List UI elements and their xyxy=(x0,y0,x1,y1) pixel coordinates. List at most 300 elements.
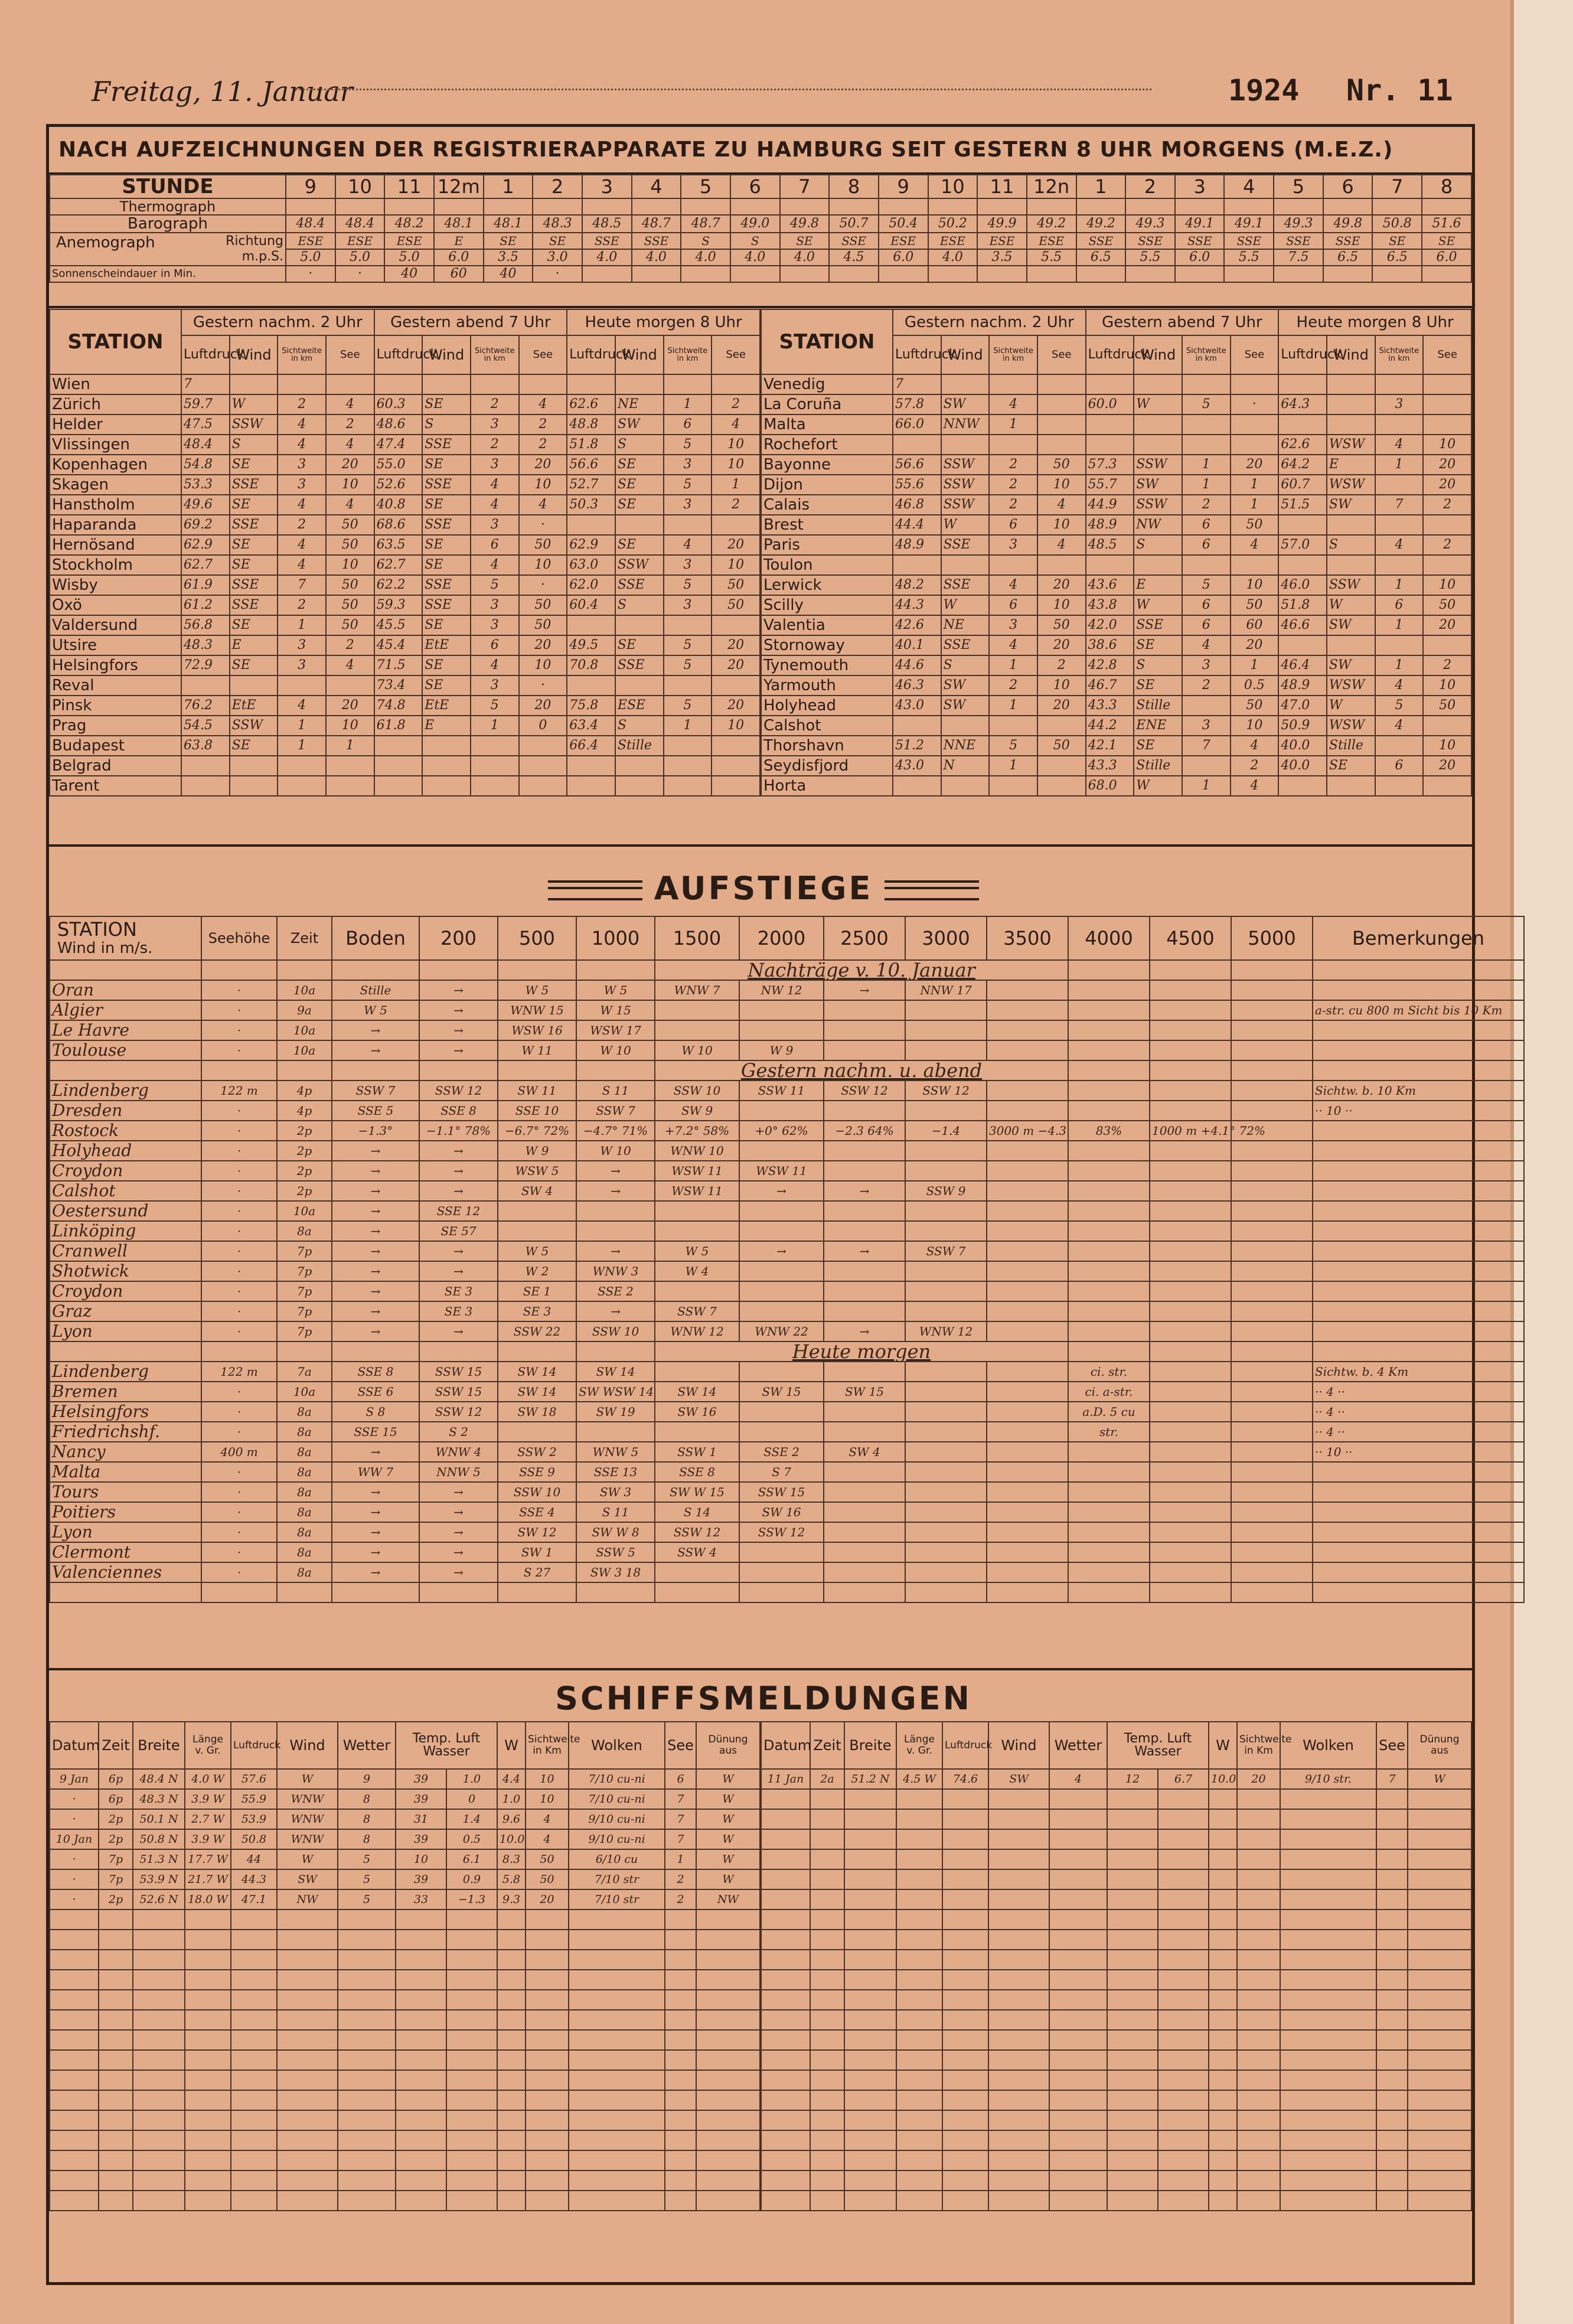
schiff-value xyxy=(1237,1950,1280,1970)
schiff-value xyxy=(50,2170,99,2191)
wind-header: Wind xyxy=(615,335,664,374)
mps-value: 5.0 xyxy=(384,249,434,266)
aufstieg-row xyxy=(50,1221,1524,1241)
hour-cell: 1 xyxy=(1076,175,1126,198)
schiff-value xyxy=(1049,1910,1107,1930)
aufstieg-value: W 11 xyxy=(498,1040,576,1060)
stations-left-table xyxy=(49,309,761,797)
see-value: 50 xyxy=(519,595,567,615)
table-cell xyxy=(730,198,780,215)
aufstieg-value xyxy=(987,1040,1068,1060)
schiff-row xyxy=(761,2010,1471,2030)
aufstieg-station: Croydon xyxy=(50,1281,201,1301)
schiff-value xyxy=(1107,2130,1158,2150)
table-cell xyxy=(1150,1341,1231,1362)
aufstieg-value: → xyxy=(419,1000,498,1020)
schiff-value: WNW xyxy=(277,1809,338,1829)
schiff-col-header: Zeit xyxy=(810,1722,844,1769)
sichtweite-value xyxy=(989,716,1037,736)
aufstieg-value xyxy=(655,1281,739,1301)
schiff-value xyxy=(277,2110,338,2130)
schiff-value xyxy=(810,1950,844,1970)
table-cell xyxy=(332,1341,419,1362)
schiff-col-header: Zeit xyxy=(99,1722,133,1769)
aufstieg-value xyxy=(987,1000,1068,1020)
see-value xyxy=(1037,414,1086,435)
aufstieg-value: SSE 9 xyxy=(498,1462,576,1482)
station-name: Tynemouth xyxy=(761,655,893,675)
schiff-value xyxy=(1408,2130,1471,2150)
table-cell xyxy=(1068,1341,1150,1362)
aufstieg-value xyxy=(1068,1562,1150,1582)
schiff-value xyxy=(761,1950,810,1970)
aufstieg-value: SSW 7 xyxy=(332,1081,419,1101)
luftdruck-value xyxy=(893,716,941,736)
bemerkung-value xyxy=(1313,1141,1524,1161)
header-year: 1924 xyxy=(1228,73,1300,107)
aufstieg-value: SW 16 xyxy=(655,1402,739,1422)
aufstieg-value: SSE 12 xyxy=(419,1201,498,1221)
see-value xyxy=(712,374,760,394)
schiff-value xyxy=(1237,2191,1280,2211)
schiff-value xyxy=(497,2110,526,2130)
wind-value: NW xyxy=(1134,515,1182,535)
sichtweite-value xyxy=(1182,756,1231,776)
bemerkung-value xyxy=(1313,1221,1524,1241)
schiff-col-header: See xyxy=(665,1722,696,1769)
aufstieg-value xyxy=(1231,1522,1313,1542)
schiff-col-header: Sichtweite in Km xyxy=(526,1722,569,1769)
see-value: 50 xyxy=(326,595,374,615)
aufstieg-value: SSE 8 xyxy=(655,1462,739,1482)
bemerkung-value xyxy=(1313,1321,1524,1341)
station-row xyxy=(761,655,1471,675)
luftdruck-value: 60.4 xyxy=(567,595,615,615)
sichtweite-value xyxy=(1182,374,1231,394)
aufstieg-value: · xyxy=(201,1321,277,1341)
wind-value: SW xyxy=(1327,655,1375,675)
sonnen-value xyxy=(1076,266,1126,282)
richtung-value: SSE xyxy=(1323,233,1373,249)
barograph-value: 49.1 xyxy=(1175,215,1225,233)
richtung-value: S xyxy=(681,233,730,249)
schiff-value: 5 xyxy=(338,1889,396,1910)
schiff-value xyxy=(761,1869,810,1889)
aufstieg-value: S 8 xyxy=(332,1402,419,1422)
see-value: 10 xyxy=(519,555,567,575)
see-value: 4 xyxy=(519,394,567,414)
table-cell xyxy=(1027,198,1076,215)
schiff-value xyxy=(338,2170,396,2191)
schiff-value xyxy=(696,1930,760,1950)
aufstieg-value xyxy=(1068,1502,1150,1522)
hour-cell: 4 xyxy=(1224,175,1274,198)
wind-value xyxy=(615,756,664,776)
luftdruck-value: 60.0 xyxy=(1086,394,1134,414)
schiff-value xyxy=(988,1889,1049,1910)
schiff-value: 47.1 xyxy=(231,1889,277,1910)
schiff-value xyxy=(988,1990,1049,2010)
schiff-value: WNW xyxy=(277,1789,338,1809)
station-name: Wisby xyxy=(50,575,181,595)
station-row xyxy=(50,495,760,515)
see-value: 10 xyxy=(326,716,374,736)
see-header: See xyxy=(1423,335,1471,374)
see-value: 20 xyxy=(1423,615,1471,635)
mps-value: 3.5 xyxy=(484,249,533,266)
schiff-value xyxy=(446,2070,497,2090)
see-value xyxy=(326,756,374,776)
see-value xyxy=(326,675,374,696)
schiff-value xyxy=(1209,2191,1237,2211)
schiff-value xyxy=(942,1950,988,1970)
richtung-value: SSE xyxy=(582,233,632,249)
barograph-value: 48.7 xyxy=(632,215,681,233)
see-value: 1 xyxy=(326,736,374,756)
aufstieg-value: → xyxy=(576,1241,655,1261)
schiff-value xyxy=(1107,1970,1158,1990)
aufstieg-value xyxy=(987,1081,1068,1101)
richtung-value: SSE xyxy=(1274,233,1323,249)
aufstieg-value xyxy=(1150,1402,1231,1422)
aufstieg-value: → xyxy=(419,1161,498,1181)
aufstieg-value: → xyxy=(332,1161,419,1181)
aufstieg-row xyxy=(50,1040,1524,1060)
aufstieg-value: SSW 12 xyxy=(824,1081,905,1101)
aufstieg-value: +7.2° 58% xyxy=(655,1121,739,1141)
schiff-value xyxy=(1376,1950,1408,1970)
bemerkung-value xyxy=(1313,1502,1524,1522)
see-value xyxy=(326,374,374,394)
aufstieg-value: · xyxy=(201,1020,277,1040)
schiff-value xyxy=(844,1829,896,1849)
schiff-value xyxy=(497,1950,526,1970)
sichtweite-value: 3 xyxy=(471,414,519,435)
schiff-value xyxy=(185,2191,231,2211)
schiff-value xyxy=(396,1930,446,1950)
schiff-value xyxy=(1376,2090,1408,2110)
aufstieg-value xyxy=(987,1502,1068,1522)
schiff-value xyxy=(1209,1930,1237,1950)
schiff-value xyxy=(99,2090,133,2110)
schiff-value xyxy=(133,2110,185,2130)
stations-right-table xyxy=(761,309,1472,797)
schiff-value xyxy=(526,2090,569,2110)
station-name: Vlissingen xyxy=(50,435,181,455)
schiff-value xyxy=(446,1930,497,1950)
station-name: Skagen xyxy=(50,475,181,495)
luftdruck-value xyxy=(1086,555,1134,575)
luftdruck-value: 60.7 xyxy=(1278,475,1327,495)
schiff-row xyxy=(50,1930,760,1950)
station-row xyxy=(50,675,760,696)
schiff-value xyxy=(988,2070,1049,2090)
schiff-value xyxy=(942,1809,988,1829)
station-row xyxy=(50,595,760,615)
schiff-value xyxy=(1237,2010,1280,2030)
wind-value xyxy=(230,675,278,696)
schiff-value: 48.4 N xyxy=(133,1769,185,1789)
sichtweite-value xyxy=(664,675,712,696)
schiff-value: 21.7 W xyxy=(185,1869,231,1889)
mps-value: 6.5 xyxy=(1323,249,1373,266)
schiff-value xyxy=(696,2070,760,2090)
wind-value: SE xyxy=(1134,675,1182,696)
richtung-value: ESE xyxy=(879,233,928,249)
aufstieg-value xyxy=(987,1261,1068,1281)
aufstieg-value: 8a xyxy=(277,1422,332,1442)
see-value xyxy=(519,374,567,394)
aufstieg-value xyxy=(824,1000,905,1020)
aufstiege-table xyxy=(49,916,1525,1603)
table-cell xyxy=(632,198,681,215)
schiff-row xyxy=(50,2090,760,2110)
schiff-value xyxy=(50,1930,99,1950)
luftdruck-value: 56.6 xyxy=(893,455,941,475)
aufstieg-value: → xyxy=(576,1161,655,1181)
schiff-value xyxy=(665,2110,696,2130)
aufstieg-value xyxy=(987,1422,1068,1442)
aufstieg-value: SSW 22 xyxy=(498,1321,576,1341)
station-name: Lerwick xyxy=(761,575,893,595)
see-value: 50 xyxy=(1037,615,1086,635)
schiff-value xyxy=(277,1990,338,2010)
table-cell xyxy=(384,198,434,215)
see-value: 10 xyxy=(712,455,760,475)
aufstieg-value: → xyxy=(419,1502,498,1522)
luftdruck-value: 50.3 xyxy=(567,495,615,515)
station-row xyxy=(50,435,760,455)
aufstieg-value xyxy=(739,1000,824,1020)
sichtweite-value: 1 xyxy=(1375,655,1424,675)
barograph-value: 48.7 xyxy=(681,215,730,233)
header-date: Freitag, 11. Januar xyxy=(92,76,353,107)
aufstieg-station: Oestersund xyxy=(50,1201,201,1221)
bemerkung-value xyxy=(1313,1522,1524,1542)
sichtweite-value: 5 xyxy=(664,575,712,595)
aufstieg-station: Bremen xyxy=(50,1382,201,1402)
aufstieg-value: SE 1 xyxy=(498,1281,576,1301)
sichtweite-value xyxy=(1375,515,1424,535)
see-value: 20 xyxy=(1423,475,1471,495)
sichtweite-value: 3 xyxy=(471,615,519,635)
sonnen-value xyxy=(730,266,780,282)
schiff-value xyxy=(1209,1829,1237,1849)
schiff-value xyxy=(185,2050,231,2070)
schiff-value xyxy=(844,1950,896,1970)
aufstieg-value: → xyxy=(419,1241,498,1261)
luftdruck-value: 51.8 xyxy=(1278,595,1327,615)
schiff-value xyxy=(231,1930,277,1950)
aufstieg-value: SSE 6 xyxy=(332,1382,419,1402)
wind-value: W xyxy=(1134,776,1182,796)
schiff-value xyxy=(99,2110,133,2130)
separator xyxy=(49,306,1472,308)
see-value: · xyxy=(519,575,567,595)
schiff-value xyxy=(696,1910,760,1930)
temp-header: Temp. Luft Wasser xyxy=(1107,1722,1209,1769)
luftdruck-value: 43.0 xyxy=(893,756,941,776)
aufstieg-value: → xyxy=(332,1241,419,1261)
aufstieg-value xyxy=(1231,1301,1313,1321)
sichtweite-value: 5 xyxy=(1182,394,1231,414)
schiff-value xyxy=(1376,1869,1408,1889)
schiff-value xyxy=(896,2110,942,2130)
schiff-value xyxy=(133,2050,185,2070)
schiff-value xyxy=(446,1970,497,1990)
schiff-value xyxy=(446,2170,497,2191)
schiff-row xyxy=(761,1970,1471,1990)
schiff-value xyxy=(1107,2150,1158,2170)
schiff-value xyxy=(761,2150,810,2170)
schiff-value xyxy=(1237,1849,1280,1869)
schiff-value xyxy=(1376,1889,1408,1910)
schiff-value xyxy=(942,1889,988,1910)
schiff-value xyxy=(665,2170,696,2191)
aufstieg-value xyxy=(987,1020,1068,1040)
aufstieg-value: W 15 xyxy=(576,1000,655,1020)
schiff-value xyxy=(810,1869,844,1889)
schiff-value xyxy=(1158,2090,1209,2110)
schiff-value xyxy=(497,2030,526,2050)
schiff-value xyxy=(133,2010,185,2030)
see-header: See xyxy=(326,335,374,374)
sichtweite-value: 5 xyxy=(664,655,712,675)
aufstieg-value xyxy=(1068,1081,1150,1101)
schiff-value xyxy=(1209,1950,1237,1970)
sonnen-row xyxy=(50,266,1471,282)
aufstieg-station: Rostock xyxy=(50,1121,201,1141)
schiff-value: 4.0 W xyxy=(185,1769,231,1789)
luftdruck-value: 43.8 xyxy=(1086,595,1134,615)
schiff-value xyxy=(185,1990,231,2010)
schiff-value xyxy=(1049,1930,1107,1950)
wind-value: SSE xyxy=(941,635,990,655)
sichtweite-value: 6 xyxy=(664,414,712,435)
schiff-value xyxy=(50,2010,99,2030)
schiff-col-header: See xyxy=(1376,1722,1408,1769)
schiff-value xyxy=(569,2130,665,2150)
schiff-value xyxy=(277,2130,338,2150)
sichtweite-value: 3 xyxy=(471,455,519,475)
barograph-value: 49.2 xyxy=(1027,215,1076,233)
aufstieg-value: → xyxy=(332,1141,419,1161)
aufstieg-value: → xyxy=(419,1482,498,1502)
see-value: 4 xyxy=(326,655,374,675)
aufstieg-value xyxy=(1150,1321,1231,1341)
aufstieg-value xyxy=(1150,1241,1231,1261)
mps-value: 6.0 xyxy=(1175,249,1225,266)
see-value: 50 xyxy=(326,515,374,535)
see-value: 10 xyxy=(712,435,760,455)
luftdruck-value: 43.3 xyxy=(1086,756,1134,776)
table-cell xyxy=(332,1582,419,1602)
aufstieg-value: NW 12 xyxy=(739,980,824,1000)
station-wind-header xyxy=(50,916,201,960)
schiff-value: 9/10 cu-ni xyxy=(569,1809,665,1829)
schiff-value xyxy=(338,1910,396,1930)
schiff-value: W xyxy=(696,1869,760,1889)
sichtweite-value: 6 xyxy=(1375,756,1424,776)
schiff-value xyxy=(1107,1889,1158,1910)
schiff-value xyxy=(133,1910,185,1930)
richtung-value: ESE xyxy=(977,233,1027,249)
schiff-value xyxy=(896,1950,942,1970)
wind-value: SSE xyxy=(230,475,278,495)
schiff-value xyxy=(988,1849,1049,1869)
aufstieg-value xyxy=(1150,1201,1231,1221)
barograph-value: 49.8 xyxy=(780,215,830,233)
aufstieg-row xyxy=(50,1000,1524,1020)
aufstieg-value: 400 m xyxy=(201,1442,277,1462)
schiff-row xyxy=(50,2130,760,2150)
schiff-value xyxy=(133,2070,185,2090)
aufstieg-value: 8a xyxy=(277,1402,332,1422)
schiff-value xyxy=(396,2170,446,2191)
station-name: Tarent xyxy=(50,776,181,796)
schiff-value xyxy=(810,2191,844,2211)
schiff-value xyxy=(1376,2110,1408,2130)
see-value: 2 xyxy=(326,635,374,655)
schiff-value xyxy=(497,1990,526,2010)
luftdruck-value: 62.0 xyxy=(567,575,615,595)
schiff-row xyxy=(50,2070,760,2090)
altitude-header: Zeit xyxy=(277,916,332,960)
schiff-row xyxy=(761,1769,1471,1789)
see-value: · xyxy=(519,515,567,535)
schiff-value xyxy=(1408,2030,1471,2050)
sichtweite-value: 1 xyxy=(278,736,326,756)
wind-value xyxy=(941,435,990,455)
station-name: La Coruña xyxy=(761,394,893,414)
aufstieg-value xyxy=(1150,1422,1231,1442)
aufstieg-value: SSW 1 xyxy=(655,1442,739,1462)
wind-value xyxy=(615,776,664,796)
schiff-value: 4 xyxy=(526,1829,569,1849)
schiff-value xyxy=(569,1950,665,1970)
barograph-value: 48.3 xyxy=(533,215,582,233)
barograph-value: 49.0 xyxy=(730,215,780,233)
station-row xyxy=(50,776,760,796)
aufstieg-value xyxy=(824,1161,905,1181)
bemerkung-value: ·· 4 ·· xyxy=(1313,1382,1524,1402)
schiff-value xyxy=(338,1990,396,2010)
section-nachtraege xyxy=(50,960,1524,980)
sonnen-value xyxy=(1224,266,1274,282)
schiff-value xyxy=(761,1789,810,1809)
luftdruck-value: 57.0 xyxy=(1278,535,1327,555)
aufstieg-value: · xyxy=(201,1562,277,1582)
see-value xyxy=(1037,776,1086,796)
schiff-value xyxy=(1237,1930,1280,1950)
schiff-value xyxy=(1237,2050,1280,2070)
sichtweite-value xyxy=(278,776,326,796)
barograph-value: 50.4 xyxy=(879,215,928,233)
schiff-value: 2p xyxy=(99,1809,133,1829)
aufstieg-value: · xyxy=(201,1482,277,1502)
schiff-value xyxy=(844,2150,896,2170)
schiff-value: 5.8 xyxy=(497,1869,526,1889)
aufstieg-value xyxy=(1150,1221,1231,1241)
schiff-value xyxy=(696,2010,760,2030)
aufstieg-value: WNW 7 xyxy=(655,980,739,1000)
aufstieg-value: · xyxy=(201,1101,277,1121)
see-value: 20 xyxy=(519,696,567,716)
sichtweite-value: 2 xyxy=(1182,675,1231,696)
sonnen-value xyxy=(977,266,1027,282)
schiff-value xyxy=(942,2070,988,2090)
schiff-value xyxy=(1237,2030,1280,2050)
